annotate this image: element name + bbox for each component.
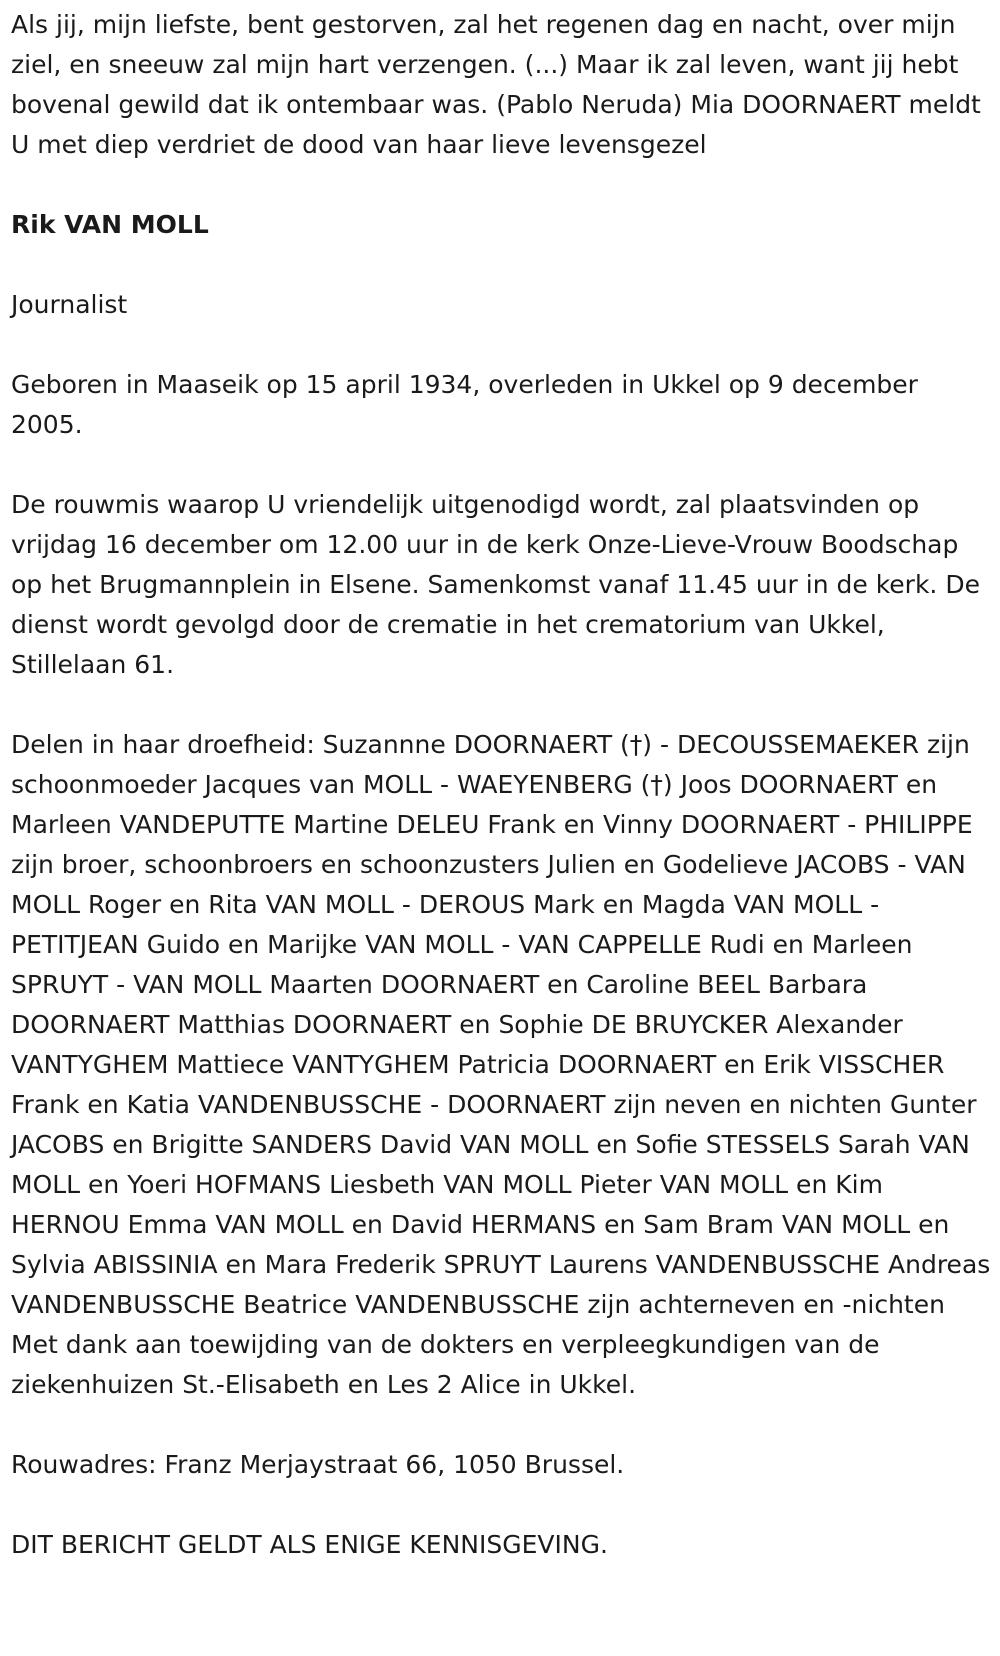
profession-line: Journalist: [11, 290, 128, 319]
closing-line: DIT BERICHT GELDT ALS ENIGE KENNISGEVING.: [11, 1530, 608, 1559]
obituary-notice: [11, 5, 996, 1565]
address-line: Rouwadres: Franz Merjaystraat 66, 1050 Brussel.: [11, 1450, 625, 1479]
intro-paragraph: Als jij, mijn liefste, bent gestorven, zal het regenen dag en nacht, over mijn ziel, en sneeuw zal mijn hart verzengen. (...) Maar ik zal leven, want jij hebt bovenal gewild dat ik ontembaar was. (Pablo Neruda) Mia DOORNAERT meldt U met diep verdriet de dood van haar lieve levensgezel: [11, 10, 981, 159]
life-dates-paragraph: Geboren in Maaseik op 15 april 1934, overleden in Ukkel op 9 december 2005.: [11, 370, 918, 439]
mourners-paragraph: Delen in haar droefheid: Suzannne DOORNAERT (†) - DECOUSSEMAEKER zijn schoonmoeder Jacques van MOLL - WAEYENBERG (†) Joos DOORNAERT en Marleen VANDEPUTTE Martine DELEU Frank en Vinny DOORNAERT - PHILIPPE zijn broer, schoonbroers en schoonzusters Julien en Godelieve JACOBS - VAN MOLL Roger en Rita VAN MOLL - DEROUS Mark en Magda VAN MOLL - PETITJEAN Guido en Marijke VAN MOLL - VAN CAPPELLE Rudi en Marleen SPRUYT - VAN MOLL Maarten DOORNAERT en Caroline BEEL Barbara DOORNAERT Matthias DOORNAERT en Sophie DE BRUYCKER Alexander VANTYGHEM Mattiece VANTYGHEM Patricia DOORNAERT en Erik VISSCHER Frank en Katia VANDENBUSSCHE - DOORNAERT zijn neven en nichten Gunter JACOBS en Brigitte SANDERS David VAN MOLL en Sofie STESSELS Sarah VAN MOLL en Yoeri HOFMANS Liesbeth VAN MOLL Pieter VAN MOLL en Kim HERNOU Emma VAN MOLL en David HERMANS en Sam Bram VAN MOLL en Sylvia ABISSINIA en Mara Frederik SPRUYT Laurens VANDENBUSSCHE Andreas VANDENBUSSCHE Beatrice VANDENBUSSCHE zijn achterneven en -nichten Met dank aan toewijding van de dokters en verpleegkundigen van de ziekenhuizen St.-Elisabeth en Les 2 Alice in Ukkel.: [11, 730, 991, 1399]
ceremony-paragraph: De rouwmis waarop U vriendelijk uitgenodigd wordt, zal plaatsvinden op vrijdag 16 december om 12.00 uur in de kerk Onze-Lieve-Vrouw Boodschap op het Brugmannplein in Elsene. Samenkomst vanaf 11.45 uur in de kerk. De dienst wordt gevolgd door de crematie in het crematorium van Ukkel, Stillelaan 61.: [11, 490, 980, 679]
deceased-name: Rik VAN MOLL: [11, 210, 209, 239]
